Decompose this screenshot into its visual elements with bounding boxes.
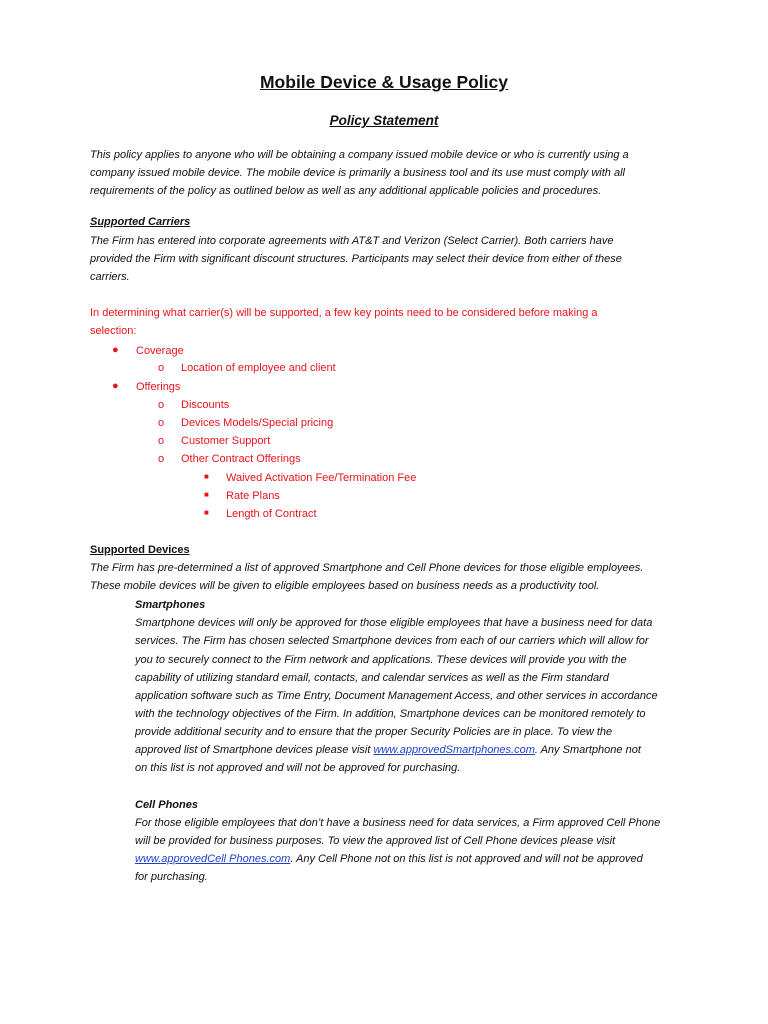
supported-carriers-heading: Supported Carriers [90,216,191,228]
approved-smartphones-link[interactable]: www.approvedSmartphones.com [373,744,535,756]
cell-phones-line: for purchasing. [135,871,208,883]
hollow-bullet-icon: o [158,399,165,411]
list-item-rate-plans: Rate Plans [226,490,280,502]
smartphones-link-prefix: approved list of Smartphone devices please visit [135,744,374,756]
carriers-line: provided the Firm with significant discount structures. Participants may select their device from either of these [90,253,622,265]
approved-cell-phones-link[interactable]: www.approvedCell Phones.com [135,853,291,865]
list-item-waived-fee: Waived Activation Fee/Termination Fee [226,472,417,484]
smartphones-link-line [135,741,641,759]
cell-phones-line: will be provided for business purposes. To view the approved list of Cell Phone devices please visit [135,835,616,847]
carrier-note-line: selection: [90,325,137,337]
square-bullet-icon: ■ [204,490,209,499]
filled-bullet-icon: ● [112,380,119,392]
smartphones-line: provide additional security and to ensure that the proper Security Policies are in place. To view the [135,726,613,738]
carriers-line: carriers. [90,271,130,283]
cell-phones-link-line [135,850,643,868]
devices-line: These mobile devices will be given to eligible employees based on business needs as a productivity tool. [90,580,600,592]
hollow-bullet-icon: o [158,453,165,465]
list-item-customer-support: Customer Support [181,435,271,447]
cell-phones-link-suffix: . Any Cell Phone not on this list is not approved and will not be approved [290,853,643,865]
smartphones-line: with the technology objectives of the Firm. In addition, Smartphone devices can be monitored remotely to [135,708,646,720]
supported-devices-heading: Supported Devices [90,544,190,556]
list-item-location: Location of employee and client [181,362,336,374]
hollow-bullet-icon: o [158,362,165,374]
smartphones-line: services. The Firm has chosen selected Smartphone devices from each of our carriers which will allow for [135,635,649,647]
list-item-coverage: Coverage [136,345,184,357]
intro-line: requirements of the policy as outlined below as well as any additional applicable policies and procedures. [90,185,602,197]
smartphones-line: capability of utilizing standard email, contacts, and calendar services as well as the Firm standard [135,672,609,684]
smartphones-link-suffix: . Any Smartphone not [534,744,641,756]
intro-line: company issued mobile device. The mobile device is primarily a business tool and its use must comply with all [90,167,625,179]
smartphones-line: Smartphone devices will only be approved for those eligible employees that have a business need for data [135,617,653,629]
carriers-line: The Firm has entered into corporate agreements with AT&T and Verizon (Select Carrier). Both carriers have [90,235,614,247]
smartphones-line: on this list is not approved and will not be approved for purchasing. [135,762,461,774]
smartphones-line: you to securely connect to the Firm network and applications. These devices will provide you with the [135,654,627,666]
policy-statement-heading: Policy Statement [329,113,439,128]
cell-phones-line: For those eligible employees that don’t have a business need for data services, a Firm approved Cell Phone [135,817,661,829]
square-bullet-icon: ■ [204,472,209,481]
list-item-discounts: Discounts [181,399,230,411]
document-title: Mobile Device & Usage Policy [259,72,508,92]
carrier-note-line: In determining what carrier(s) will be supported, a few key points need to be considered before making a [90,307,598,319]
list-item-length-contract: Length of Contract [226,508,317,520]
filled-bullet-icon: ● [112,344,119,356]
devices-line: The Firm has pre-determined a list of approved Smartphone and Cell Phone devices for those eligible employees. [90,562,644,574]
square-bullet-icon: ■ [204,508,209,517]
hollow-bullet-icon: o [158,435,165,447]
smartphones-heading: Smartphones [135,599,206,611]
list-item-devices-models: Devices Models/Special pricing [181,417,334,429]
intro-line: This policy applies to anyone who will be obtaining a company issued mobile device or who is currently using a [90,149,629,161]
smartphones-line: application software such as Time Entry, Document Management Access, and other services in accordance [135,690,658,702]
list-item-offerings: Offerings [136,381,181,393]
hollow-bullet-icon: o [158,417,165,429]
cell-phones-heading: Cell Phones [135,799,198,811]
list-item-other-contract: Other Contract Offerings [181,453,301,465]
